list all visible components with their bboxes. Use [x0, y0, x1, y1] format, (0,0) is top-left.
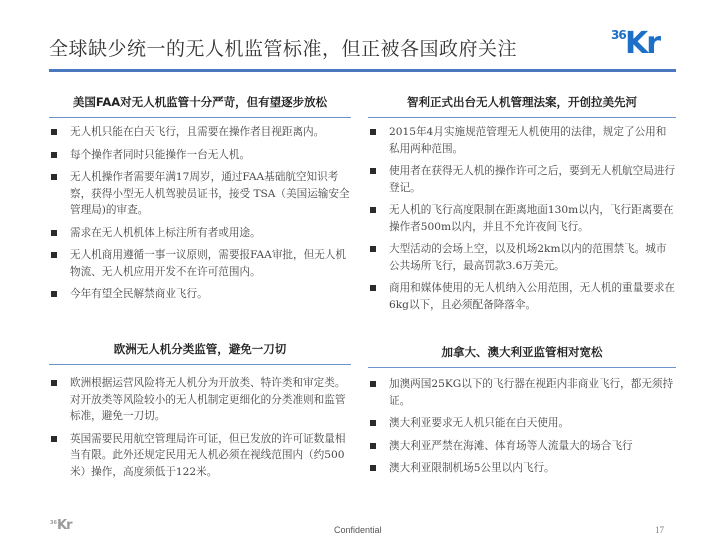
bullet-list: [49, 375, 351, 480]
bullet-item: [368, 202, 676, 235]
bullet-item: [49, 147, 351, 164]
bullet-item: [49, 169, 351, 219]
bullet-item: [368, 415, 676, 432]
bullet-text: 2015年4月实施规范管理无人机使用的法律，规定了公用和私用两种范围。: [389, 126, 667, 155]
bullet-text: 澳大利亚要求无人机只能在白天使用。: [389, 417, 570, 429]
bullet-square-icon: [51, 380, 57, 386]
section-heading: 美国FAA对无人机监管十分严苛，但有望逐步放松: [49, 94, 351, 118]
bullet-item: [368, 241, 676, 274]
bullet-square-icon: [51, 436, 57, 442]
bullet-list: [368, 124, 676, 313]
section-heading: 欧洲无人机分类监管，避免一刀切: [49, 341, 351, 365]
bullet-text: 欧洲根据运营风险将无人机分为开放类、特许类和审定类。对开放类等风险较小的无人机制定更细化的分类准则和监管标准，避免一刀切。: [70, 377, 346, 422]
bullet-item: [368, 124, 676, 157]
bullet-list: [368, 376, 676, 477]
bullet-text: 每个操作者同时只能操作一台无人机。: [70, 148, 251, 161]
section-heading: 智利正式出台无人机管理法案，开创拉美先河: [368, 94, 676, 118]
bullet-item: [368, 163, 676, 196]
bullet-text: 使用者在获得无人机的操作许可之后，要到无人机航空局进行登记。: [389, 165, 676, 194]
title-divider: [49, 69, 676, 72]
bullet-square-icon: [370, 285, 376, 291]
bullet-square-icon: [370, 465, 376, 471]
bullet-text: 今年有望全民解禁商业飞行。: [70, 288, 208, 300]
section-usa: [49, 94, 351, 303]
footer-logo-main: Kr: [57, 518, 72, 533]
bullet-square-icon: [51, 152, 57, 158]
bullet-square-icon: [51, 230, 57, 236]
page-number: 17: [655, 525, 664, 535]
bullet-square-icon: [51, 291, 57, 297]
bullet-square-icon: [51, 252, 57, 258]
bullet-square-icon: [370, 168, 376, 174]
bullet-item: [368, 376, 676, 409]
logo-main: Kr: [625, 26, 660, 61]
confidential-label: Confidential: [334, 525, 382, 535]
section-heading: 加拿大、澳大利亚监管相对宽松: [368, 344, 676, 368]
section-europe: [49, 341, 351, 480]
bullet-item: [49, 375, 351, 425]
bullet-text: 英国需要民用航空管理局许可证，但已发放的许可证数量相当有限。此外还规定民用无人机必须在视线范围内（约500米）操作，高度须低于122米。: [70, 432, 346, 478]
bullet-square-icon: [370, 443, 376, 449]
bullet-square-icon: [370, 129, 376, 135]
bullet-square-icon: [370, 207, 376, 213]
bullet-item: [49, 286, 351, 303]
bullet-text: 大型活动的会场上空，以及机场2km以内的范围禁飞。城市公共场所飞行，最高罚款3.6万美元。: [389, 243, 667, 272]
bullet-item: [49, 247, 351, 280]
bullet-text: 澳大利亚限制机场5公里以内飞行。: [389, 462, 555, 474]
bullet-list: [49, 124, 351, 303]
bullet-text: 加澳两国25KG以下的飞行器在视距内非商业飞行，都无须持证。: [389, 378, 674, 407]
bullet-text: 商用和媒体使用的无人机纳入公用范围，无人机的重量要求在6kg以下，且必须配备降落伞。: [389, 282, 676, 311]
bullet-square-icon: [370, 420, 376, 426]
bullet-text: 无人机只能在白天飞行，且需要在操作者目视距离内。: [70, 126, 325, 138]
bullet-item: [49, 431, 351, 481]
bullet-square-icon: [370, 381, 376, 387]
bullet-item: [49, 124, 351, 141]
bullet-text: 澳大利亚严禁在海滩、体育场等人流量大的场合飞行: [389, 439, 633, 452]
section-chile: [368, 94, 676, 313]
bullet-item: [49, 225, 351, 242]
bullet-square-icon: [51, 129, 57, 135]
bullet-square-icon: [370, 246, 376, 252]
bullet-item: [368, 460, 676, 477]
page-title: 全球缺少统一的无人机监管标准，但正被各国政府关注: [49, 38, 518, 60]
bullet-square-icon: [51, 174, 57, 180]
bullet-item: [368, 438, 676, 455]
logo-superscript: 36: [611, 28, 626, 42]
bullet-text: 无人机商用遵循一事一议原则，需要报FAA审批，但无人机物流、无人机应用开发不在许可范围内。: [70, 249, 346, 278]
bullet-text: 无人机操作者需要年满17周岁，通过FAA基础航空知识考察，获得小型无人机驾驶员证书，接受 TSA（美国运输安全管理局)的审查。: [70, 171, 350, 216]
bullet-text: 需求在无人机机体上标注所有者或用途。: [70, 226, 261, 239]
footer-logo-superscript: 36: [50, 520, 57, 526]
bullet-item: [368, 280, 676, 313]
bullet-text: 无人机的飞行高度限制在距离地面130m以内，飞行距离要在操作者500m以内，并且不允许夜间飞行。: [389, 204, 674, 233]
section-canada-australia: [368, 344, 676, 477]
